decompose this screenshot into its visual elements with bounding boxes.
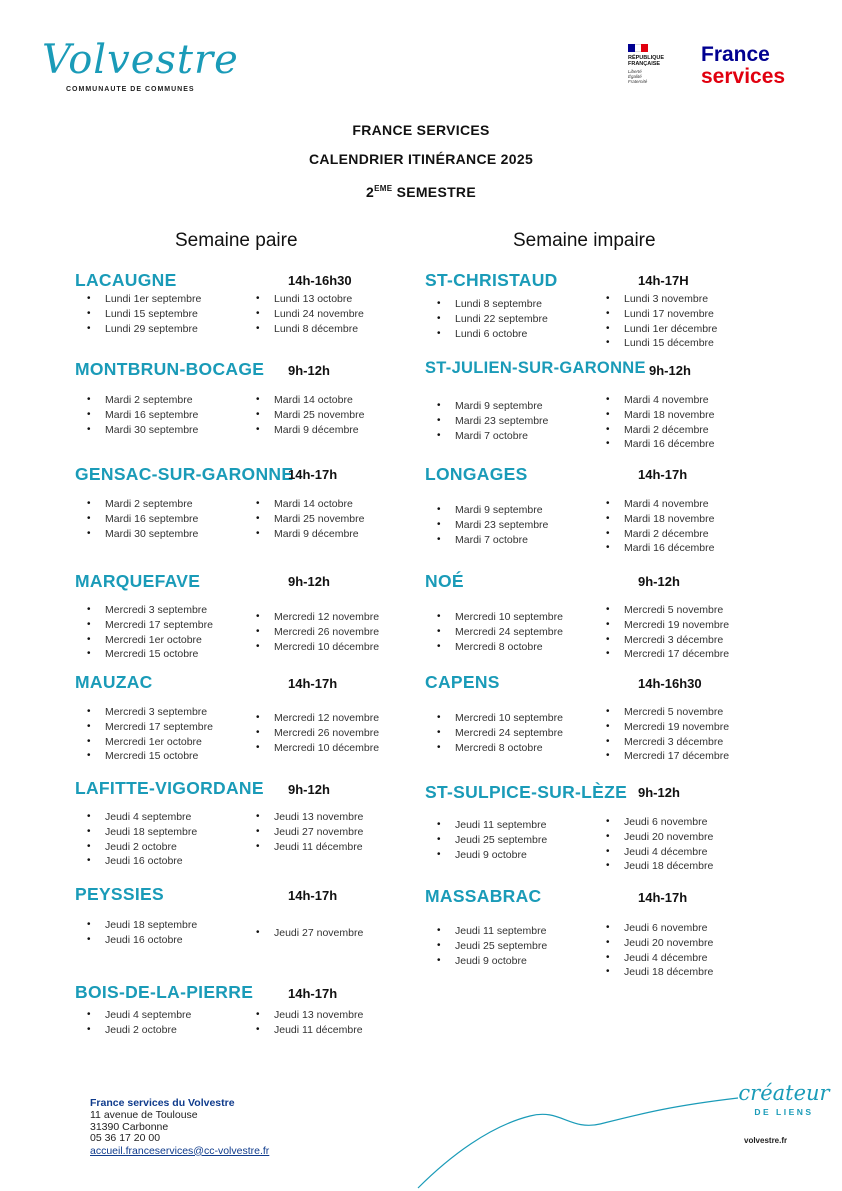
list-item: • Jeudi 27 novembre: [256, 825, 363, 840]
de-liens-word: DE LIENS: [754, 1107, 814, 1117]
rf-motto: [628, 69, 688, 84]
list-item: • Mardi 7 octobre: [437, 533, 548, 548]
list-item: • Mardi 14 octobre: [256, 393, 364, 408]
title-semester-number: 2: [366, 184, 375, 200]
list-item: • Mercredi 17 septembre: [87, 720, 213, 735]
list-item: • Mercredi 15 octobre: [87, 749, 213, 764]
list-item: • Mardi 23 septembre: [437, 414, 548, 429]
list-item: • Jeudi 18 septembre: [87, 918, 197, 933]
list-item: • Mardi 30 septembre: [87, 423, 198, 438]
site-name-marquefave: MARQUEFAVE: [75, 571, 201, 591]
list-item: • Jeudi 25 septembre: [437, 939, 547, 954]
list-item: • Mercredi 12 novembre: [256, 711, 379, 726]
list-item: • Jeudi 18 septembre: [87, 825, 197, 840]
list-item: • Mardi 16 septembre: [87, 512, 198, 527]
list-item: • Mardi 2 décembre: [606, 423, 714, 438]
footer-address-line2: 31390 Carbonne: [90, 1120, 169, 1133]
list-item: • Mardi 16 décembre: [606, 541, 714, 556]
list-item: • Lundi 3 novembre: [606, 292, 717, 307]
list-item: • Lundi 13 octobre: [256, 292, 364, 307]
date-list-longages-1: [437, 503, 548, 547]
list-item: • Jeudi 2 octobre: [87, 1023, 191, 1038]
list-item: • Jeudi 4 décembre: [606, 845, 713, 860]
date-list-lacaugne-2: [256, 292, 364, 336]
list-item: • Mercredi 8 octobre: [437, 640, 563, 655]
site-hours-longages: 14h-17h: [638, 467, 688, 482]
site-hours-mauzac: 14h-17h: [288, 676, 338, 691]
list-item: • Mardi 30 septembre: [87, 527, 198, 542]
column-heading-odd-week: Semaine impaire: [513, 230, 656, 251]
list-item: • Jeudi 13 novembre: [256, 810, 363, 825]
list-item: • Lundi 1er décembre: [606, 322, 717, 337]
list-item: • Jeudi 4 décembre: [606, 951, 713, 966]
site-hours-noe: 9h-12h: [638, 574, 680, 589]
list-item: • Mardi 9 décembre: [256, 423, 364, 438]
list-item: • Mercredi 15 octobre: [87, 647, 213, 662]
date-list-massabrac-2: [606, 921, 713, 980]
volvestre-logo: [42, 37, 239, 93]
list-item: • Lundi 15 septembre: [87, 307, 201, 322]
createur-word: créateur: [738, 1081, 830, 1105]
site-name-lafitte-vigordane: LAFITTE-VIGORDANE: [75, 778, 264, 798]
list-item: • Mardi 9 septembre: [437, 503, 548, 518]
rf-line2: FRANÇAISE: [628, 61, 661, 67]
site-hours-st-julien-sur-garonne: 9h-12h: [649, 363, 691, 378]
site-hours-marquefave: 9h-12h: [288, 574, 330, 589]
date-list-lacaugne-1: [87, 292, 201, 336]
date-list-st-christaud-2: [606, 292, 717, 351]
site-hours-st-christaud: 14h-17H: [638, 273, 689, 288]
date-list-st-julien-2: [606, 393, 714, 452]
list-item: • Mercredi 17 décembre: [606, 749, 729, 764]
date-list-lafitte-1: [87, 810, 197, 869]
list-item: • Mardi 4 novembre: [606, 393, 714, 408]
date-list-peyssies-2: [256, 926, 363, 941]
footer-org-name: France services du Volvestre: [90, 1097, 235, 1109]
volvestre-logo-text: Volvestre: [42, 37, 239, 83]
list-item: • Mardi 2 décembre: [606, 527, 714, 542]
date-list-mauzac-1: [87, 705, 213, 764]
list-item: • Jeudi 6 novembre: [606, 815, 713, 830]
date-list-gensac-2: [256, 497, 364, 541]
site-name-longages: LONGAGES: [425, 464, 528, 484]
site-hours-lacaugne: 14h-16h30: [288, 273, 352, 288]
list-item: • Jeudi 18 décembre: [606, 965, 713, 980]
list-item: • Lundi 17 novembre: [606, 307, 717, 322]
date-list-montbrun-2: [256, 393, 364, 437]
date-list-st-sulpice-2: [606, 815, 713, 874]
title-semester-suffix: EME: [374, 184, 393, 193]
list-item: • Mercredi 17 septembre: [87, 618, 213, 633]
site-name-peyssies: PEYSSIES: [75, 884, 164, 904]
website-url[interactable]: volvestre.fr: [744, 1136, 788, 1145]
site-name-massabrac: MASSABRAC: [425, 886, 542, 906]
rf-motto-3: Fraternité: [628, 79, 648, 84]
list-item: • Lundi 1er septembre: [87, 292, 201, 307]
list-item: • Jeudi 11 décembre: [256, 1023, 363, 1038]
column-heading-even-week: Semaine paire: [175, 230, 298, 251]
list-item: • Jeudi 6 novembre: [606, 921, 713, 936]
site-name-capens: CAPENS: [425, 672, 500, 692]
volvestre-logo-subtitle: COMMUNAUTE DE COMMUNES: [66, 86, 195, 93]
title-line3: [0, 174, 842, 207]
list-item: • Mardi 4 novembre: [606, 497, 714, 512]
date-list-noe-2: [606, 603, 729, 662]
list-item: • Lundi 6 octobre: [437, 327, 548, 342]
list-item: • Mercredi 3 septembre: [87, 705, 213, 720]
list-item: • Mardi 25 novembre: [256, 512, 364, 527]
list-item: • Mercredi 3 septembre: [87, 603, 213, 618]
list-item: • Mercredi 3 décembre: [606, 633, 729, 648]
list-item: • Mardi 9 septembre: [437, 399, 548, 414]
site-name-gensac-sur-garonne: GENSAC-SUR-GARONNE: [75, 464, 294, 484]
site-hours-massabrac: 14h-17h: [638, 890, 688, 905]
list-item: • Mardi 23 septembre: [437, 518, 548, 533]
list-item: • Jeudi 18 décembre: [606, 859, 713, 874]
date-list-bois-2: [256, 1008, 363, 1038]
date-list-st-christaud-1: [437, 297, 548, 341]
list-item: • Mercredi 19 novembre: [606, 618, 729, 633]
site-name-montbrun-bocage: MONTBRUN-BOCAGE: [75, 359, 265, 379]
date-list-gensac-1: [87, 497, 198, 541]
list-item: • Mercredi 26 novembre: [256, 625, 379, 640]
site-name-st-christaud: ST-CHRISTAUD: [425, 270, 558, 290]
footer-contact: [90, 1097, 269, 1157]
rf-line1: RÉPUBLIQUE: [628, 55, 665, 61]
date-list-capens-1: [437, 711, 563, 755]
createur-de-liens-logo: [738, 1082, 830, 1117]
date-list-marquefave-1: [87, 603, 213, 662]
list-item: • Mardi 25 novembre: [256, 408, 364, 423]
list-item: • Mardi 18 novembre: [606, 408, 714, 423]
list-item: • Lundi 8 décembre: [256, 322, 364, 337]
footer-phone: 05 36 17 20 00: [90, 1132, 161, 1144]
list-item: • Mercredi 19 novembre: [606, 720, 729, 735]
list-item: • Jeudi 27 novembre: [256, 926, 363, 941]
date-list-montbrun-1: [87, 393, 198, 437]
list-item: • Mercredi 5 novembre: [606, 705, 729, 720]
title-line2: CALENDRIER ITINÉRANCE 2025: [308, 151, 534, 167]
rf-motto-2: Égalité: [628, 74, 642, 79]
footer-email-link[interactable]: accueil.franceservices@cc-volvestre.fr: [90, 1144, 270, 1157]
date-list-peyssies-1: [87, 918, 197, 948]
list-item: • Mercredi 10 décembre: [256, 640, 379, 655]
republique-francaise-logo: [628, 44, 688, 84]
list-item: • Mercredi 5 novembre: [606, 603, 729, 618]
france-services-logo-line1: France: [701, 43, 770, 66]
list-item: • Jeudi 25 septembre: [437, 833, 547, 848]
france-services-logo: [701, 44, 785, 88]
list-item: • Lundi 8 septembre: [437, 297, 548, 312]
list-item: • Jeudi 11 décembre: [256, 840, 363, 855]
list-item: • Mercredi 12 novembre: [256, 610, 379, 625]
list-item: • Jeudi 16 octobre: [87, 854, 197, 869]
site-name-noe: NOÉ: [425, 571, 464, 591]
site-name-lacaugne: LACAUGNE: [75, 270, 177, 290]
date-list-lafitte-2: [256, 810, 363, 854]
document-title: [0, 116, 842, 207]
french-flag-icon: [628, 44, 648, 52]
site-hours-bois-de-la-pierre: 14h-17h: [288, 986, 338, 1001]
list-item: • Mardi 9 décembre: [256, 527, 364, 542]
list-item: • Mercredi 24 septembre: [437, 726, 563, 741]
date-list-marquefave-2: [256, 610, 379, 654]
list-item: • Jeudi 16 octobre: [87, 933, 197, 948]
title-line1: FRANCE SERVICES: [352, 122, 490, 138]
list-item: • Lundi 22 septembre: [437, 312, 548, 327]
rf-motto-1: Liberté: [628, 69, 642, 74]
date-list-st-julien-1: [437, 399, 548, 443]
site-hours-st-sulpice-sur-leze: 9h-12h: [638, 785, 680, 800]
site-hours-lafitte-vigordane: 9h-12h: [288, 782, 330, 797]
site-hours-gensac-sur-garonne: 14h-17h: [288, 467, 338, 482]
list-item: • Jeudi 11 septembre: [437, 818, 547, 833]
date-list-st-sulpice-1: [437, 818, 547, 862]
list-item: • Lundi 29 septembre: [87, 322, 201, 337]
list-item: • Jeudi 13 novembre: [256, 1008, 363, 1023]
list-item: • Jeudi 4 septembre: [87, 1008, 191, 1023]
list-item: • Jeudi 9 octobre: [437, 848, 547, 863]
list-item: • Mercredi 3 décembre: [606, 735, 729, 750]
site-hours-montbrun-bocage: 9h-12h: [288, 363, 330, 378]
site-hours-capens: 14h-16h30: [638, 676, 702, 691]
title-semester-word: SEMESTRE: [396, 184, 476, 200]
date-list-longages-2: [606, 497, 714, 556]
list-item: • Jeudi 4 septembre: [87, 810, 197, 825]
list-item: • Lundi 15 décembre: [606, 336, 717, 351]
site-name-bois-de-la-pierre: BOIS-DE-LA-PIERRE: [75, 982, 254, 1002]
date-list-bois-1: [87, 1008, 191, 1038]
site-name-st-sulpice-sur-leze: ST-SULPICE-SUR-LÈZE: [425, 782, 628, 802]
list-item: • Mardi 16 décembre: [606, 437, 714, 452]
list-item: • Mercredi 26 novembre: [256, 726, 379, 741]
list-item: • Jeudi 11 septembre: [437, 924, 547, 939]
date-list-massabrac-1: [437, 924, 547, 968]
list-item: • Mercredi 1er octobre: [87, 633, 213, 648]
list-item: • Mercredi 8 octobre: [437, 741, 563, 756]
list-item: • Mardi 14 octobre: [256, 497, 364, 512]
list-item: • Mardi 2 septembre: [87, 393, 198, 408]
list-item: • Jeudi 20 novembre: [606, 830, 713, 845]
date-list-mauzac-2: [256, 711, 379, 755]
list-item: • Mardi 18 novembre: [606, 512, 714, 527]
list-item: • Mercredi 17 décembre: [606, 647, 729, 662]
list-item: • Mercredi 24 septembre: [437, 625, 563, 640]
list-item: • Mercredi 10 décembre: [256, 741, 379, 756]
list-item: • Mardi 2 septembre: [87, 497, 198, 512]
date-list-capens-2: [606, 705, 729, 764]
footer-address-line1: 11 avenue de Toulouse: [90, 1109, 198, 1121]
france-services-logo-line2: services: [701, 65, 786, 88]
list-item: • Mercredi 10 septembre: [437, 711, 563, 726]
site-hours-peyssies: 14h-17h: [288, 888, 338, 903]
list-item: • Jeudi 9 octobre: [437, 954, 547, 969]
site-name-st-julien-sur-garonne: ST-JULIEN-SUR-GARONNE: [425, 359, 646, 377]
date-list-noe-1: [437, 610, 563, 654]
list-item: • Jeudi 20 novembre: [606, 936, 713, 951]
list-item: • Mercredi 1er octobre: [87, 735, 213, 750]
list-item: • Mardi 16 septembre: [87, 408, 198, 423]
list-item: • Mardi 7 octobre: [437, 429, 548, 444]
list-item: • Lundi 24 novembre: [256, 307, 364, 322]
list-item: • Mercredi 10 septembre: [437, 610, 563, 625]
decorative-wave-icon: [410, 1086, 740, 1190]
list-item: • Jeudi 2 octobre: [87, 840, 197, 855]
site-name-mauzac: MAUZAC: [75, 672, 153, 692]
